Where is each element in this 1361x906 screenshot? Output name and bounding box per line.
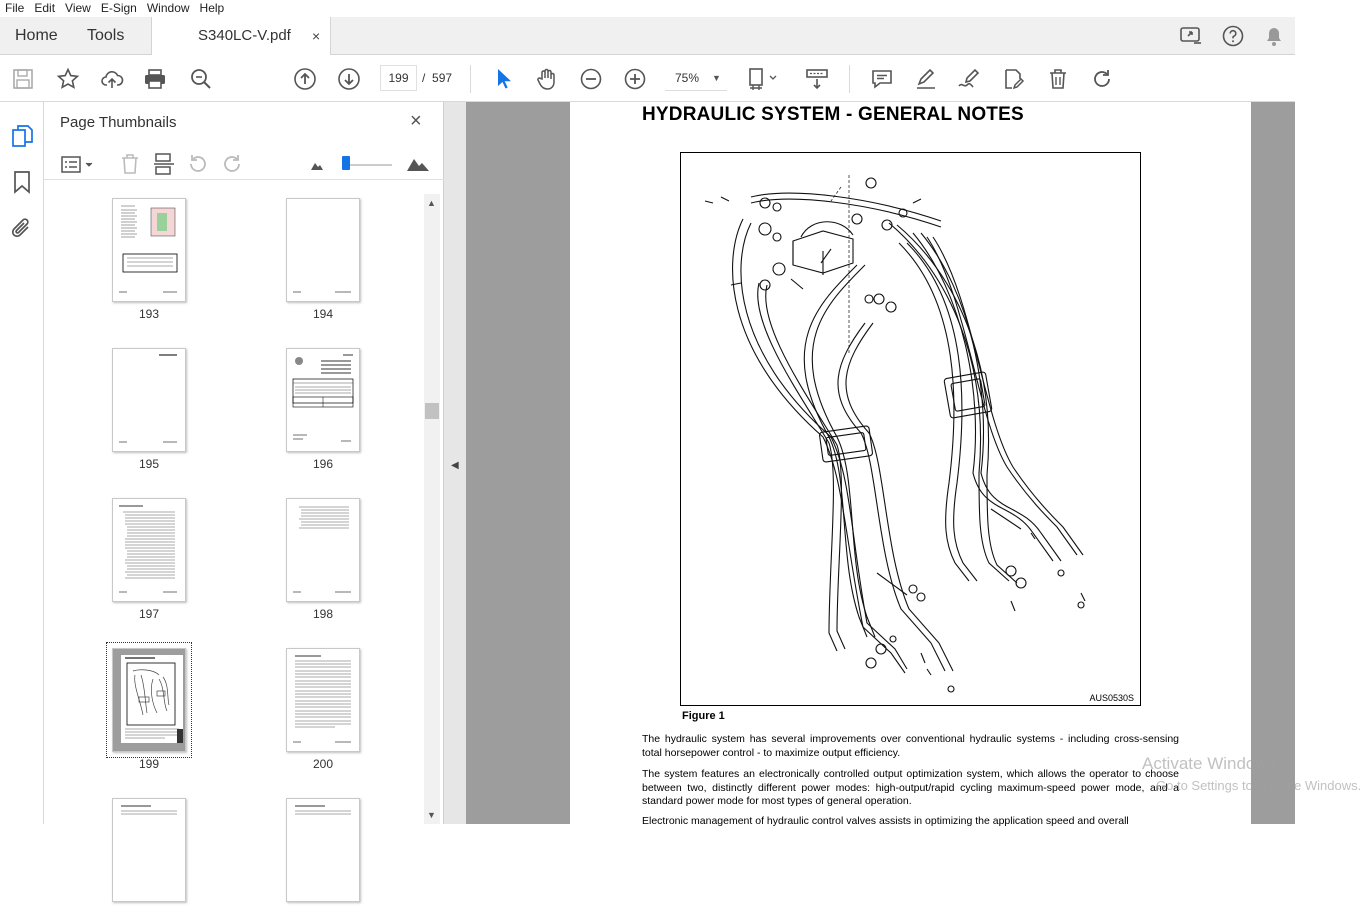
print-icon[interactable] (143, 67, 167, 91)
body-paragraph: The hydraulic system has several improvements over conventional hydraulic systems - including cross-sensing total horsepower control - to maximize output efficiency. (642, 733, 1179, 759)
thumbnail-label: 195 (138, 457, 160, 471)
thumbnail-label: 200 (312, 757, 334, 771)
toolbar-divider (470, 65, 471, 93)
thumbnail-label: 199 (138, 757, 160, 771)
thumbnail-page[interactable] (286, 648, 360, 752)
select-cursor-icon[interactable] (491, 67, 515, 91)
thumbnail-toolbar (44, 148, 444, 180)
upload-cloud-icon[interactable] (100, 67, 124, 91)
delete-page-icon[interactable] (118, 152, 142, 181)
tab-document-label: S340LC-V.pdf (198, 27, 291, 44)
panel-collapse-handle[interactable] (444, 102, 466, 824)
tab-bar (0, 17, 1295, 55)
zoom-in-icon[interactable] (623, 67, 647, 91)
thumbnail-label: 198 (312, 607, 334, 621)
bookmark-star-icon[interactable] (56, 67, 80, 91)
hydraulic-lines-drawing (681, 153, 1140, 705)
insert-page-icon[interactable] (152, 152, 176, 181)
panel-close-button[interactable]: × (410, 110, 422, 132)
toolbar-divider (849, 65, 850, 93)
hand-tool-icon[interactable] (535, 67, 559, 91)
os-activation-watermark: Activate Windows (1142, 754, 1277, 773)
zoom-level-value: 75% (675, 71, 700, 85)
page-separator: / (422, 71, 426, 85)
scrollbar-thumb[interactable] (425, 403, 439, 419)
os-activation-watermark-subtext: Go to Settings to activate Windows. (1156, 778, 1361, 793)
tab-bar-actions (1179, 24, 1285, 53)
thumbnail-list (44, 180, 424, 824)
tab-tools[interactable]: Tools (87, 27, 125, 44)
menu-esign[interactable]: E-Sign (100, 1, 137, 15)
chevron-down-icon: ▼ (712, 73, 721, 83)
menu-bar (0, 0, 1295, 17)
tab-document[interactable] (151, 17, 331, 56)
figure-code: AUS0530S (1089, 693, 1134, 703)
menu-help[interactable]: Help (199, 1, 225, 15)
previous-page-icon[interactable] (293, 67, 317, 91)
hydraulic-diagram-figure (680, 152, 1141, 706)
rotate-icon[interactable] (1090, 67, 1114, 91)
thumbnail-label: 194 (312, 307, 334, 321)
attachments-paperclip-icon[interactable] (11, 217, 33, 246)
thumbnail-label: 197 (138, 607, 160, 621)
rotate-clockwise-icon[interactable] (220, 152, 244, 181)
next-page-icon[interactable] (337, 67, 361, 91)
page-thumbnails-panel (44, 102, 444, 824)
panel-title: Page Thumbnails (60, 114, 177, 131)
save-icon[interactable] (11, 67, 35, 91)
thumbnail-scrollbar[interactable] (424, 194, 440, 824)
page-heading: HYDRAULIC SYSTEM - GENERAL NOTES (642, 104, 1024, 125)
page-thumbnails-icon[interactable] (11, 124, 33, 153)
tab-home[interactable]: Home (15, 27, 58, 44)
figure-caption: Figure 1 (682, 710, 725, 722)
draw-freehand-icon[interactable] (957, 67, 981, 91)
scroll-up-arrow-icon[interactable]: ▲ (427, 198, 436, 208)
comment-icon[interactable] (870, 67, 894, 91)
pdf-page (570, 102, 1251, 827)
body-paragraph: The system features an electronically controlled output optimization system, which allows the operator to choose between two, distinctly different power modes: high-output/rapid cycling maximum-speed power mode, and a standard power mode for most types of general operation. (642, 768, 1179, 807)
zoom-level-select[interactable] (665, 65, 727, 91)
zoom-out-icon[interactable] (579, 67, 603, 91)
main-toolbar (0, 55, 1295, 102)
menu-view[interactable]: View (65, 1, 91, 15)
edit-document-icon[interactable] (1001, 67, 1025, 91)
thumbnail-page[interactable] (112, 798, 186, 902)
menu-file[interactable]: File (5, 1, 25, 15)
navigation-rail (0, 102, 44, 824)
collapse-left-arrow-icon[interactable]: ◀ (451, 460, 459, 471)
thumbnail-label: 196 (312, 457, 334, 471)
rotate-counterclockwise-icon[interactable] (186, 152, 210, 181)
tab-close-button[interactable]: × (312, 28, 321, 44)
help-icon[interactable] (1221, 24, 1245, 53)
thumbnail-page[interactable] (112, 498, 186, 602)
notifications-bell-icon[interactable] (1263, 24, 1285, 53)
body-paragraph: Electronic management of hydraulic control valves assists in optimizing the application speed and overall (642, 815, 1129, 827)
menu-window[interactable]: Window (146, 1, 190, 15)
thumbnail-page[interactable] (112, 348, 186, 452)
delete-trash-icon[interactable] (1046, 67, 1070, 91)
menu-edit[interactable]: Edit (34, 1, 56, 15)
small-thumbnails-icon[interactable] (310, 158, 324, 176)
large-thumbnails-icon[interactable] (406, 154, 430, 177)
thumbnail-page[interactable] (286, 348, 360, 452)
scroll-mode-icon[interactable] (805, 67, 829, 91)
highlight-pen-icon[interactable] (914, 67, 938, 91)
slider-handle[interactable] (342, 156, 350, 170)
page-count (422, 65, 452, 91)
thumbnail-page[interactable] (286, 498, 360, 602)
thumbnail-options-icon[interactable] (60, 154, 96, 181)
bookmarks-icon[interactable] (12, 170, 32, 199)
share-screen-icon[interactable] (1179, 24, 1203, 53)
thumbnail-page[interactable] (286, 198, 360, 302)
scroll-down-arrow-icon[interactable]: ▼ (427, 810, 436, 820)
page-fit-icon[interactable] (750, 67, 774, 91)
thumbnail-page-selected[interactable] (112, 648, 186, 752)
total-pages: 597 (432, 71, 453, 85)
search-zoom-icon[interactable] (189, 67, 213, 91)
thumbnail-page[interactable] (112, 198, 186, 302)
thumbnail-page[interactable] (286, 798, 360, 902)
page-number-input[interactable]: 199 (380, 65, 417, 91)
document-canvas[interactable] (466, 102, 1361, 827)
thumbnail-label: 193 (138, 307, 160, 321)
